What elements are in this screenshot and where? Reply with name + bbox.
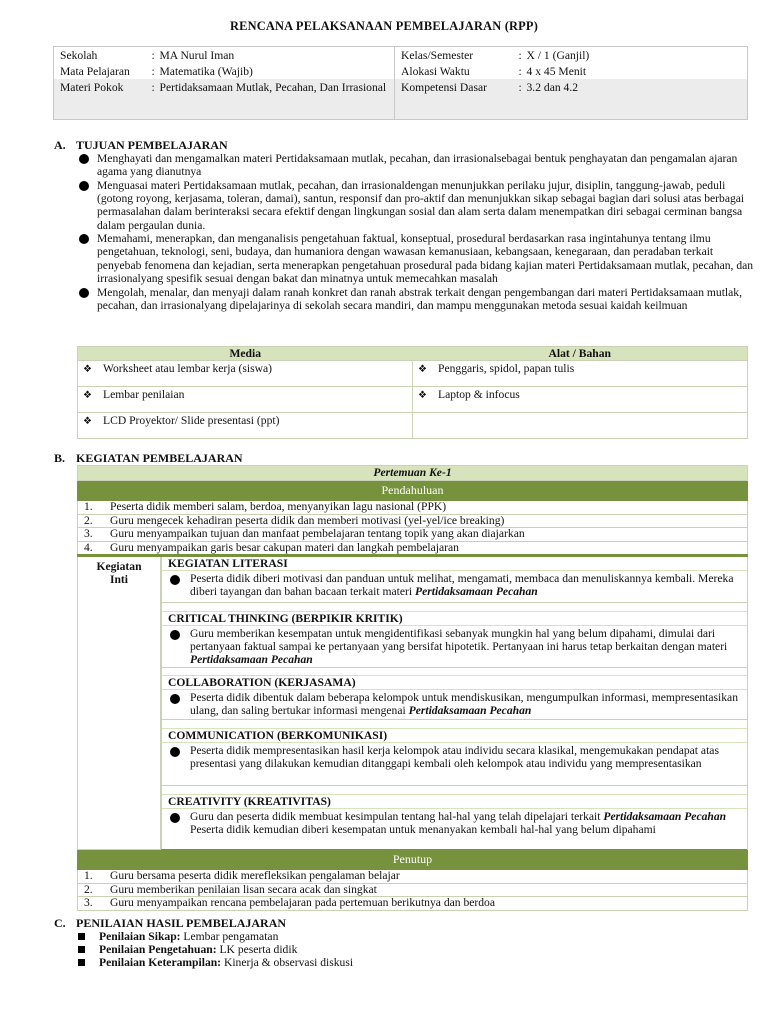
colon: : — [518, 49, 522, 62]
section-title: PENILAIAN HASIL PEMBELAJARAN — [76, 916, 287, 930]
diamond-bullet-icon: ❖ — [83, 364, 92, 375]
identity-value — [146, 47, 395, 64]
step-text: Guru menyampaikan tujuan dan manfaat pembelajaran tentang topik yang akan diajarkan — [110, 527, 525, 540]
identity-value — [146, 63, 395, 79]
tools-text: Penggaris, spidol, papan tulis — [438, 362, 575, 375]
section-a-heading — [54, 139, 228, 152]
bullet-icon — [79, 181, 89, 191]
document-title: RENCANA PELAKSANAAN PEMBELAJARAN (RPP) — [229, 19, 539, 33]
step-number: 2. — [84, 513, 93, 527]
activity-text: Peserta didik dibentuk dalam beberapa kelompok untuk mendiskusikan, mengumpulkan informasi, mempresentasikan ulang, dan saling bertukar informasi mengenai — [190, 691, 739, 717]
identity-label: Sekolah — [60, 49, 98, 62]
core-label-line: Kegiatan — [96, 560, 142, 573]
list-item — [78, 943, 353, 956]
media-header-row — [78, 347, 748, 361]
media-cell — [78, 387, 413, 413]
tools-cell — [413, 387, 748, 413]
opening-title: Pendahuluan — [78, 481, 748, 501]
activities-table — [77, 465, 748, 911]
spacer — [161, 720, 747, 729]
diamond-bullet-icon: ❖ — [418, 364, 427, 375]
identity-label: Alokasi Waktu — [395, 63, 513, 79]
step-number: 3. — [84, 527, 93, 540]
opening-step — [78, 541, 748, 556]
critical-thinking-content — [161, 626, 747, 668]
assessment-value: LK peserta didik — [216, 943, 298, 957]
list-item — [78, 930, 353, 943]
topic-emphasis: Pertidaksamaan Pecahan — [190, 653, 313, 666]
objective-text: Mengolah, menalar, dan menyaji dalam ranah konkret dan ranah abstrak terkait dengan pengembangan dari materi Pertidaksamaan mutlak, pecahan, dan irrasionalyang dipelajarinya di sekolah secara mandiri, dan mampu menggunakan metoda sesuai kaidah keilmuan — [97, 285, 742, 312]
bullet-icon — [170, 694, 180, 704]
diamond-bullet-icon: ❖ — [83, 416, 92, 427]
communication-heading: COMMUNICATION (BERKOMUNIKASI) — [161, 729, 747, 743]
collaboration-content — [161, 690, 747, 720]
step-number: 2. — [84, 882, 93, 896]
media-text: Lembar penilaian — [103, 388, 185, 401]
colon: : — [151, 49, 155, 62]
closing-band — [78, 850, 748, 870]
assessment-label: Penilaian Sikap: — [99, 930, 181, 943]
step-text: Guru menyampaikan rencana pembelajaran pada pertemuan berikutnya dan berdoa — [110, 896, 495, 909]
subject-name: Matematika (Wajib) — [159, 65, 253, 79]
basic-competency: 3.2 dan 4.2 — [526, 81, 579, 95]
bullet-icon — [170, 575, 180, 585]
media-text: Worksheet atau lembar kerja (siswa) — [103, 362, 273, 375]
table-row — [78, 541, 748, 556]
school-name: MA Nurul Iman — [159, 49, 235, 62]
core-activities-body — [161, 556, 748, 850]
activity-text: Peserta didik mempresentasikan hasil kerja kelompok atau individu secara klasikal, mengemukakan pendapat atas presentasi yang dilakukan kemudian ditanggapi kembali oleh kelompok atau individu yang mempresentasikan — [190, 744, 719, 770]
meeting-title: Pertemuan Ke-1 — [78, 466, 748, 481]
identity-row — [54, 79, 748, 119]
media-text: LCD Proyektor/ Slide presentasi (ppt) — [103, 414, 280, 427]
colon: : — [518, 65, 522, 79]
media-column-header: Media — [78, 347, 413, 361]
section-title: KEGIATAN PEMBELAJARAN — [76, 451, 243, 465]
identity-row — [54, 63, 748, 79]
section-number: C. — [54, 916, 66, 930]
topic-emphasis: Pertidaksamaan Pecahan — [415, 585, 538, 598]
core-activities-label — [78, 556, 161, 850]
colon: : — [151, 81, 155, 95]
activity-text: Peserta didik kemudian diberi kesempatan untuk menanyakan kembali hal-hal yang belum dipahami — [190, 823, 656, 836]
learning-objectives-list — [78, 152, 758, 312]
assessment-value: Lembar pengamatan — [180, 930, 279, 943]
tools-column-header: Alat / Bahan — [413, 347, 748, 361]
closing-step — [78, 870, 748, 884]
activity-text: Guru memberikan kesempatan untuk mengidentifikasi sebanyak mungkin hal yang belum dipahami, dimulai dari pertanyaan faktual sampai ke pertanyaan yang bersifat hipotetik. Pertanyaan ini harus tetap berkaitan dengan materi — [190, 627, 728, 653]
opening-step — [78, 528, 748, 542]
table-row — [78, 387, 748, 413]
critical-thinking-heading: CRITICAL THINKING (BERPIKIR KRITIK) — [161, 612, 747, 626]
activity-text: Peserta didik diberi motivasi dan panduan untuk melihat, mengamati, membaca dan menuliskannya kembali. Mereka diberi tayangan dan bahan bacaan terkait materi — [190, 572, 734, 598]
section-c-heading — [54, 917, 286, 930]
tools-text: Laptop & infocus — [438, 388, 520, 401]
step-number: 3. — [84, 896, 93, 909]
literacy-content — [161, 571, 747, 603]
section-number: B. — [54, 451, 66, 465]
step-text: Guru mengecek kehadiran peserta didik dan memberi motivasi (yel-yel/ice breaking) — [110, 513, 505, 527]
step-number: 1. — [84, 500, 93, 513]
opening-band — [78, 481, 748, 501]
table-row — [78, 528, 748, 542]
section-title: TUJUAN PEMBELAJARAN — [76, 138, 228, 152]
list-item — [78, 286, 758, 312]
opening-step — [78, 501, 748, 515]
creativity-content — [161, 809, 747, 849]
colon: : — [518, 81, 522, 95]
table-row — [78, 514, 748, 528]
meeting-row — [78, 466, 748, 481]
table-row — [78, 413, 748, 439]
assessment-list — [78, 930, 353, 970]
objective-text: Menguasai materi Pertidaksamaan mutlak, pecahan, dan irrasionaldengan menunjukkan perilaku jujur, disiplin, tanggung-jawab, peduli (gotong royong, kerjasama, toleran, damai), santun, responsif dan pro-aktif dan menunjukkan sikap sebagai bagian dari solusi atas berbagai permasalahan dalam berinteraksi secara efektif dengan lingkungan sosial dan alam serta dalam menempatkan diri sebagai cerminan bangsa dalam pergaulan dunia. — [97, 178, 745, 232]
square-bullet-icon — [78, 933, 85, 940]
list-item — [78, 956, 353, 969]
objective-text: Memahami, menerapkan, dan menganalisis pengetahuan faktual, konseptual, prosedural berdasarkan rasa ingintahunya tentang ilmu pengetahuan, teknologi, seni, budaya, dan humaniora dengan wawasan kemanusiaan, kebangsaan, kenegaraan, dan peradaban terkait penyebab fenomena dan kejadian, serta menerapkan pengetahuan prosedural pada bidang kajian materi Pertidaksamaan mutlak, pecahan, dan irrasionalyang spesifik sesuai dengan bakat dan minatnya untuk memecahkan masalah — [97, 232, 754, 285]
diamond-bullet-icon: ❖ — [418, 390, 427, 401]
bullet-icon — [170, 747, 180, 757]
tools-cell — [413, 413, 748, 439]
communication-content — [161, 743, 747, 786]
core-label-line: Inti — [109, 573, 129, 586]
spacer — [161, 786, 747, 795]
topic-emphasis: Pertidaksamaan Pecahan — [408, 704, 532, 717]
step-text: Guru bersama peserta didik merefleksikan pengalaman belajar — [110, 869, 400, 882]
step-number: 1. — [84, 869, 93, 882]
identity-row — [54, 47, 748, 64]
assessment-label: Penilaian Keterampilan: — [99, 956, 222, 970]
identity-table — [53, 46, 748, 120]
bullet-icon — [79, 288, 89, 298]
media-table — [77, 346, 748, 439]
bullet-icon — [170, 630, 180, 640]
assessment-value: Kinerja & observasi diskusi — [221, 956, 354, 970]
class-semester: X / 1 (Ganjil) — [526, 49, 590, 62]
step-text: Peserta didik memberi salam, berdoa, menyanyikan lagu nasional (PPK) — [110, 500, 447, 513]
identity-value — [146, 79, 395, 119]
activity-text: Guru dan peserta didik membuat kesimpulan tentang hal-hal yang telah dipelajari terkait — [190, 810, 604, 823]
identity-label: Kompetensi Dasar — [395, 79, 513, 119]
step-number: 4. — [84, 540, 93, 554]
collaboration-heading: COLLABORATION (KERJASAMA) — [161, 676, 747, 690]
table-row — [78, 501, 748, 515]
bullet-icon — [170, 813, 180, 823]
table-row — [78, 897, 748, 911]
spacer — [161, 603, 747, 612]
list-item — [78, 152, 758, 178]
closing-step — [78, 883, 748, 897]
step-text: Guru memberikan penilaian lisan secara acak dan singkat — [110, 882, 377, 896]
bullet-icon — [79, 234, 89, 244]
table-row — [78, 870, 748, 884]
table-row — [78, 883, 748, 897]
list-item — [78, 179, 758, 232]
identity-value — [513, 63, 748, 79]
step-text: Guru menyampaikan garis besar cakupan materi dan langkah pembelajaran — [110, 540, 459, 554]
identity-label: Materi Pokok — [54, 79, 146, 119]
assessment-label: Penilaian Pengetahuan: — [99, 943, 217, 957]
identity-label: Kelas/Semester — [395, 47, 513, 64]
table-row — [78, 361, 748, 387]
list-item — [78, 232, 758, 285]
opening-step — [78, 514, 748, 528]
identity-value — [513, 79, 748, 119]
literacy-heading: KEGIATAN LITERASI — [161, 557, 747, 571]
colon: : — [151, 65, 155, 79]
identity-value — [513, 47, 748, 64]
core-activities-row — [78, 556, 748, 850]
closing-title: Penutup — [78, 850, 748, 870]
tools-cell — [413, 361, 748, 387]
square-bullet-icon — [78, 946, 85, 953]
identity-label: Mata Pelajaran — [60, 65, 130, 79]
media-cell — [78, 361, 413, 387]
objective-text: Menghayati dan mengamalkan materi Pertidaksamaan mutlak, pecahan, dan irrasionalsebagai bentuk penghayatan dan pengamalan ajaran agama yang dianutnya — [97, 152, 738, 179]
media-cell — [78, 413, 413, 439]
square-bullet-icon — [78, 959, 85, 966]
bullet-icon — [79, 154, 89, 164]
spacer — [161, 668, 747, 676]
creativity-heading: CREATIVITY (KREATIVITAS) — [161, 795, 747, 809]
section-b-heading — [54, 452, 243, 465]
time-allocation: 4 x 45 Menit — [526, 65, 587, 79]
section-number: A. — [54, 138, 66, 152]
closing-step — [78, 897, 748, 911]
topic-name: Pertidaksamaan Mutlak, Pecahan, Dan Irrasional — [159, 81, 387, 95]
topic-emphasis: Pertidaksamaan Pecahan — [603, 810, 727, 823]
diamond-bullet-icon: ❖ — [83, 390, 92, 401]
